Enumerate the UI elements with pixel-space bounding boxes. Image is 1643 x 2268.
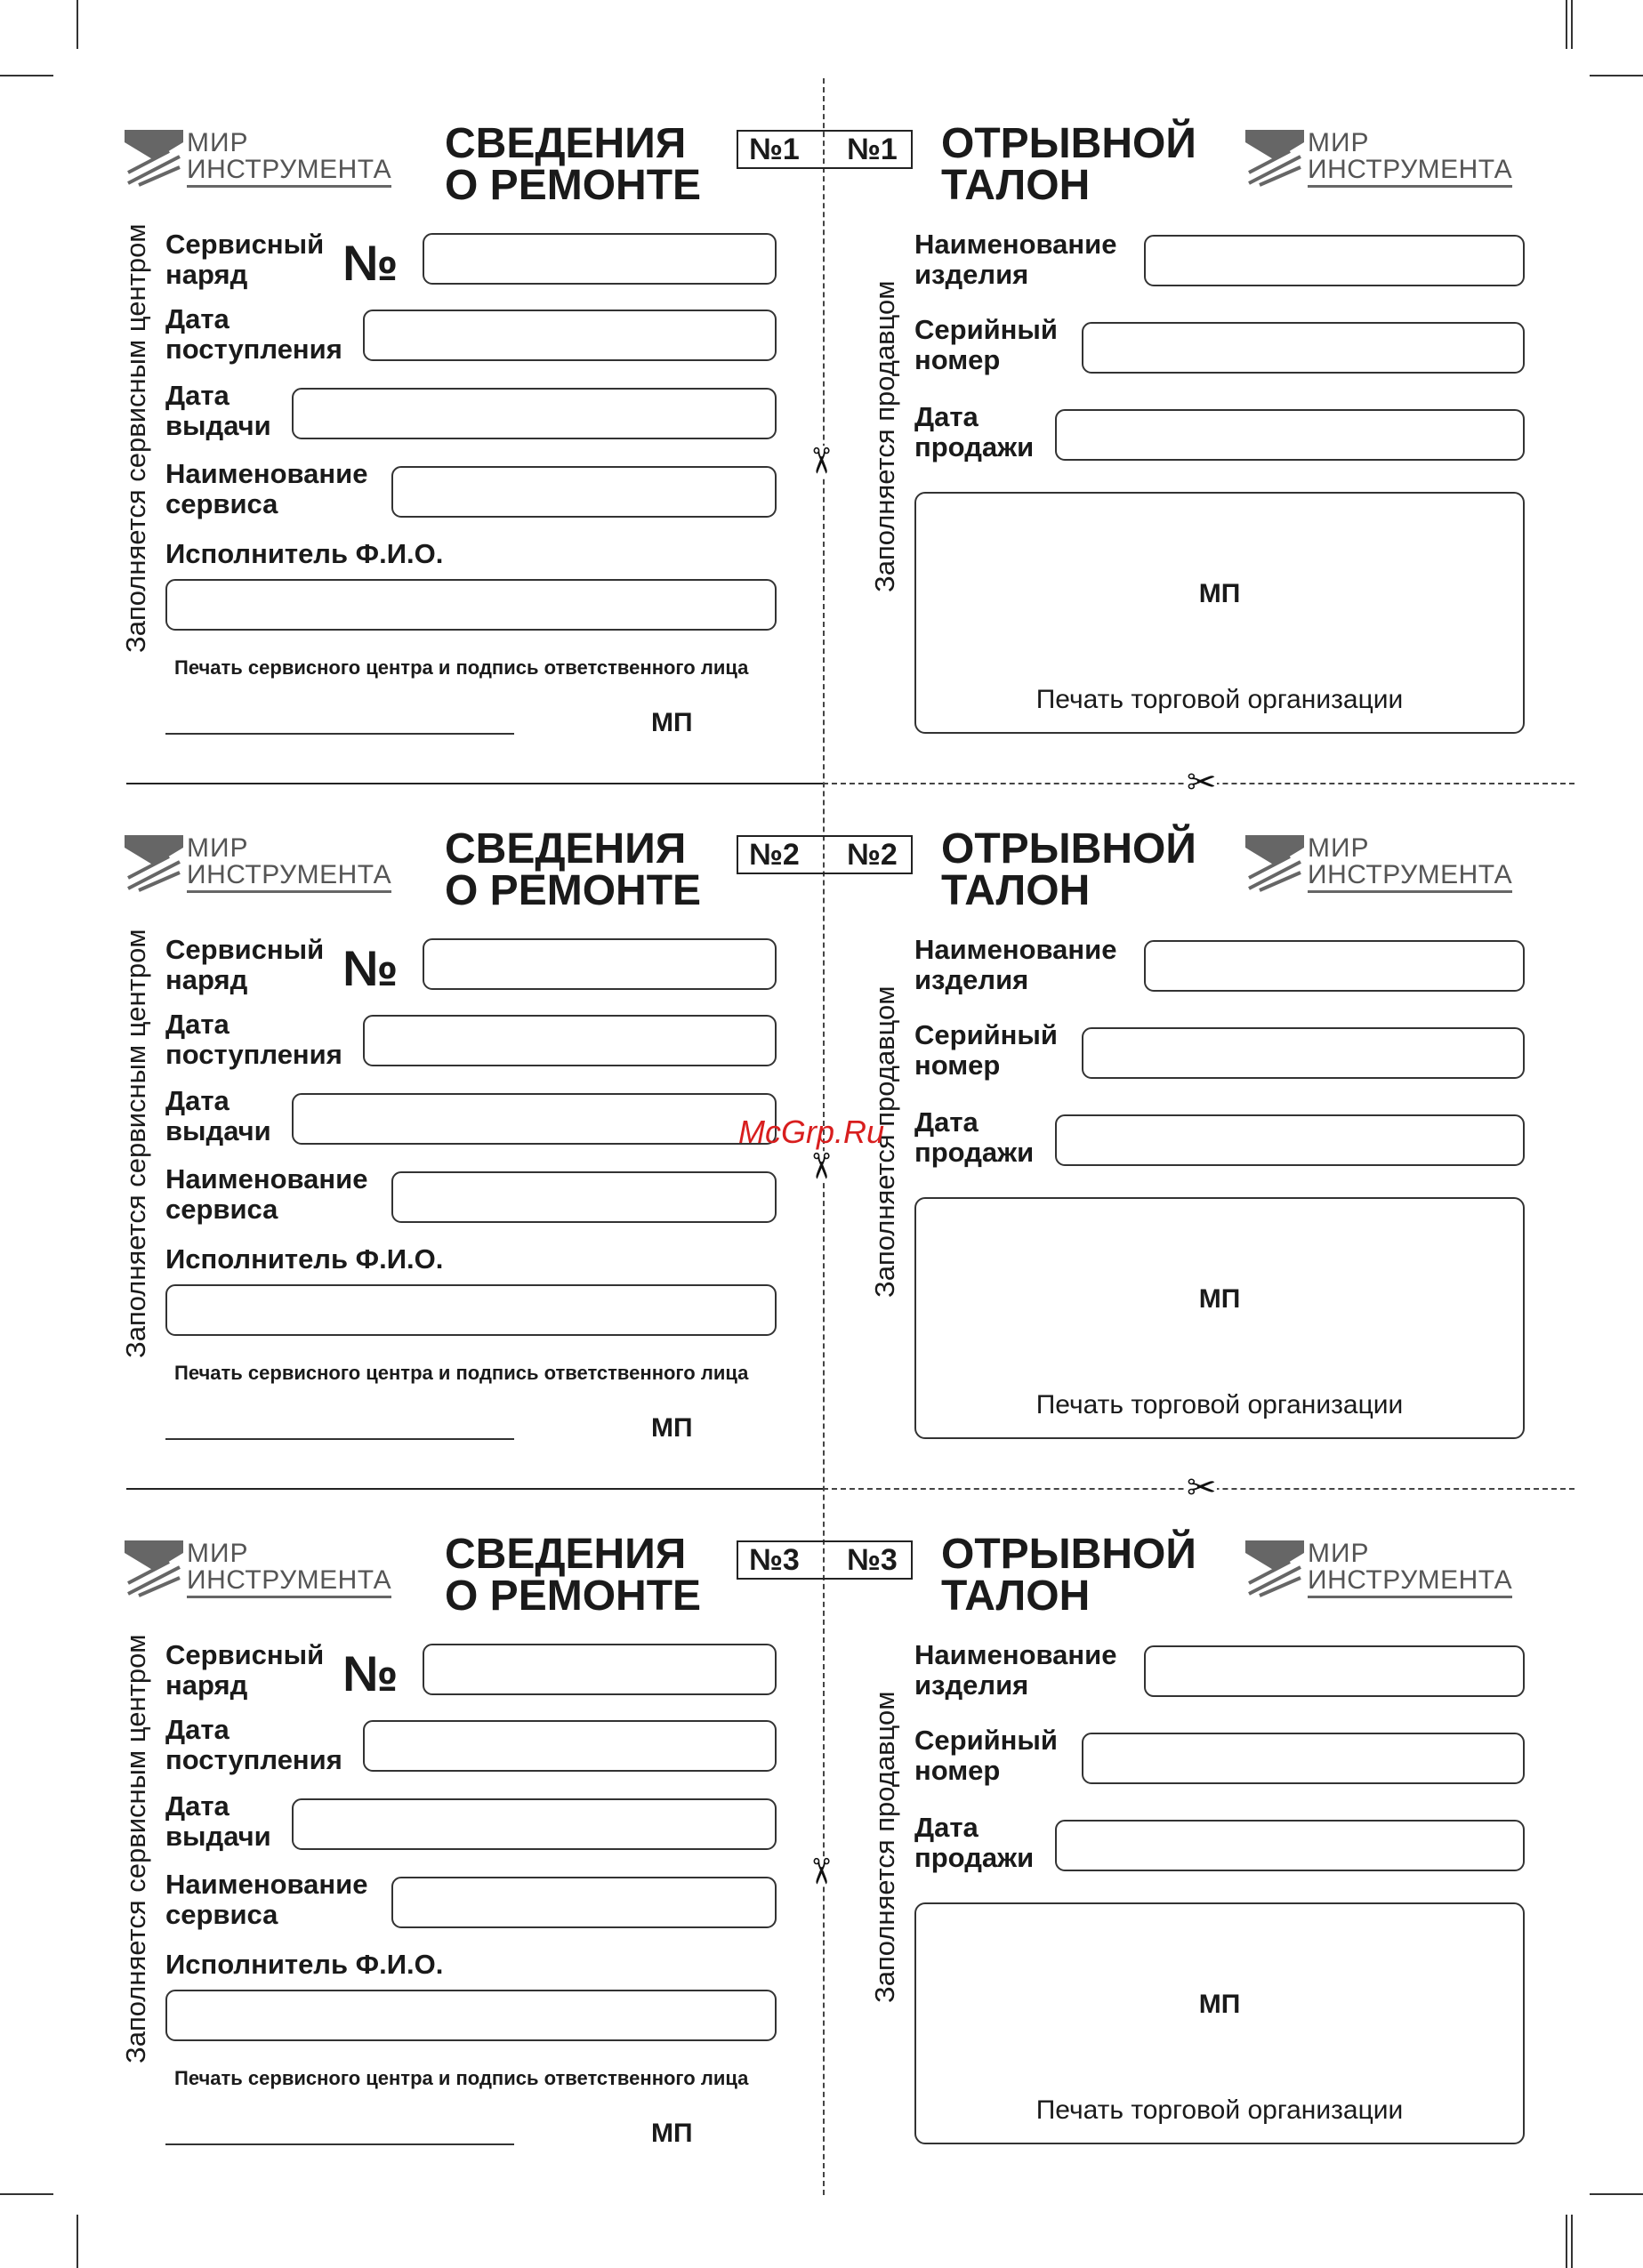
service-seal-note: Печать сервисного центра и подпись ответственного лица <box>174 656 749 679</box>
brand-logo <box>1245 1535 1530 1604</box>
coupon-number-left: №2 <box>749 838 800 872</box>
executor-field[interactable] <box>165 1990 777 2041</box>
brand-line-1: МИР <box>1308 1539 1370 1568</box>
brand-line-1: МИР <box>187 128 249 157</box>
service-name-field[interactable] <box>391 1877 777 1928</box>
issue-date-field[interactable] <box>292 1093 777 1145</box>
watermark: McGrp.Ru <box>738 1114 885 1150</box>
serial-number-label: Серийный номер <box>914 1019 1058 1081</box>
brand-mark-icon <box>125 835 183 894</box>
tearoff-title-line-1: ОТРЫВНОЙ <box>941 120 1196 167</box>
serial-number-field[interactable] <box>1082 1027 1525 1079</box>
service-order-field[interactable] <box>423 233 777 285</box>
coupon-3 <box>0 1489 1643 2192</box>
scissors-icon: ✂ <box>799 1151 841 1181</box>
sale-date-field[interactable] <box>1055 1820 1525 1871</box>
brand-mark-icon <box>1245 835 1304 894</box>
serial-number-label: Серийный номер <box>914 314 1058 375</box>
brand-logo <box>125 125 409 194</box>
service-stamp-place: МП <box>651 708 693 737</box>
seller-seal-box[interactable] <box>914 1197 1525 1439</box>
product-name-field[interactable] <box>1144 235 1525 286</box>
seller-stamp-place: МП <box>1198 1990 1241 2019</box>
service-name-label: Наименование сервиса <box>165 458 368 519</box>
seller-vertical-label: Заполняется продавцом <box>869 985 900 1298</box>
service-seal-note: Печать сервисного центра и подпись ответственного лица <box>174 1362 749 1384</box>
brand-line-2: ИНСТРУМЕНТА <box>1308 155 1512 188</box>
brand-line-1: МИР <box>187 1539 249 1568</box>
brand-mark-icon <box>125 1540 183 1599</box>
crop-mark <box>1590 2193 1643 2195</box>
coupon-number-box <box>737 835 913 874</box>
crop-mark <box>1566 0 1567 49</box>
crop-mark <box>0 2193 53 2195</box>
issue-date-label: Дата выдачи <box>165 380 271 441</box>
brand-line-2: ИНСТРУМЕНТА <box>1308 1565 1512 1598</box>
executor-label: Исполнитель Ф.И.О. <box>165 538 444 569</box>
product-name-field[interactable] <box>1144 940 1525 992</box>
service-order-label: Сервисный наряд <box>165 1639 325 1701</box>
signature-line[interactable] <box>165 2143 514 2145</box>
scissors-icon: ✂ <box>799 1856 841 1886</box>
scissors-icon: ✂ <box>1187 762 1217 803</box>
seller-seal-box[interactable] <box>914 492 1525 734</box>
service-seal-note: Печать сервисного центра и подпись ответственного лица <box>174 2067 749 2089</box>
coupon-number-right: №1 <box>847 133 898 166</box>
serial-number-field[interactable] <box>1082 1733 1525 1784</box>
brand-mark-icon <box>1245 130 1304 189</box>
service-center-vertical-label: Заполняется сервисным центром <box>120 223 151 653</box>
tearoff-title-line-2: ТАЛОН <box>941 1572 1091 1620</box>
product-name-label: Наименование изделия <box>914 934 1117 995</box>
brand-line-2: ИНСТРУМЕНТА <box>187 1565 391 1598</box>
seller-seal-box[interactable] <box>914 1902 1525 2144</box>
brand-logo <box>1245 830 1530 899</box>
executor-field[interactable] <box>165 1284 777 1336</box>
receipt-date-field[interactable] <box>363 1015 777 1066</box>
sale-date-label: Дата продажи <box>914 1812 1035 1873</box>
coupon-1 <box>0 78 1643 781</box>
scissors-icon: ✂ <box>799 446 841 476</box>
receipt-date-field[interactable] <box>363 310 777 361</box>
issue-date-field[interactable] <box>292 1798 777 1850</box>
crop-mark <box>1590 75 1643 76</box>
tearoff-title-line-1: ОТРЫВНОЙ <box>941 1531 1196 1578</box>
service-center-vertical-label: Заполняется сервисным центром <box>120 1634 151 2063</box>
service-name-label: Наименование сервиса <box>165 1163 368 1225</box>
product-name-label: Наименование изделия <box>914 1639 1117 1701</box>
seller-stamp-place: МП <box>1198 579 1241 608</box>
signature-line[interactable] <box>165 1438 514 1440</box>
seller-stamp-place: МП <box>1198 1284 1241 1314</box>
service-name-label: Наименование сервиса <box>165 1869 368 1930</box>
number-sign: № <box>342 235 399 291</box>
seller-vertical-label: Заполняется продавцом <box>869 280 900 592</box>
crop-mark <box>0 75 53 76</box>
repair-title-line-1: СВЕДЕНИЯ <box>445 1531 687 1578</box>
sale-date-label: Дата продажи <box>914 1106 1035 1168</box>
brand-mark-icon <box>125 130 183 189</box>
receipt-date-label: Дата поступления <box>165 1009 342 1070</box>
product-name-label: Наименование изделия <box>914 229 1117 290</box>
issue-date-field[interactable] <box>292 388 777 439</box>
sale-date-label: Дата продажи <box>914 401 1035 462</box>
number-sign: № <box>342 940 399 996</box>
executor-label: Исполнитель Ф.И.О. <box>165 1243 444 1275</box>
coupon-number-left: №1 <box>749 133 800 166</box>
brand-line-1: МИР <box>1308 833 1370 863</box>
crop-mark <box>77 2215 78 2268</box>
repair-title-line-1: СВЕДЕНИЯ <box>445 120 687 167</box>
issue-date-label: Дата выдачи <box>165 1790 271 1852</box>
brand-line-2: ИНСТРУМЕНТА <box>187 155 391 188</box>
repair-title-line-2: О РЕМОНТЕ <box>445 162 702 209</box>
coupon-number-left: №3 <box>749 1543 800 1577</box>
receipt-date-label: Дата поступления <box>165 303 342 365</box>
number-sign: № <box>342 1645 399 1701</box>
crop-mark <box>1571 0 1573 49</box>
coupon-number-box <box>737 130 913 169</box>
seller-seal-caption: Печать торговой организации <box>1035 685 1404 714</box>
receipt-date-field[interactable] <box>363 1720 777 1772</box>
issue-date-label: Дата выдачи <box>165 1085 271 1146</box>
brand-line-2: ИНСТРУМЕНТА <box>187 860 391 893</box>
service-stamp-place: МП <box>651 2119 693 2148</box>
sale-date-field[interactable] <box>1055 409 1525 461</box>
crop-mark <box>77 0 78 49</box>
product-name-field[interactable] <box>1144 1645 1525 1697</box>
repair-title-line-2: О РЕМОНТЕ <box>445 867 702 914</box>
coupon-number-right: №3 <box>847 1543 898 1577</box>
serial-number-field[interactable] <box>1082 322 1525 374</box>
service-center-vertical-label: Заполняется сервисным центром <box>120 929 151 1358</box>
repair-title-line-1: СВЕДЕНИЯ <box>445 825 687 873</box>
brand-logo <box>125 830 409 899</box>
receipt-date-label: Дата поступления <box>165 1714 342 1775</box>
repair-title-line-2: О РЕМОНТЕ <box>445 1572 702 1620</box>
brand-logo <box>1245 125 1530 194</box>
crop-mark <box>1571 2215 1573 2268</box>
tearoff-title-line-2: ТАЛОН <box>941 867 1091 914</box>
coupon-number-box <box>737 1540 913 1580</box>
service-order-label: Сервисный наряд <box>165 934 325 995</box>
brand-line-1: МИР <box>187 833 249 863</box>
service-order-label: Сервисный наряд <box>165 229 325 290</box>
seller-seal-caption: Печать торговой организации <box>1035 2095 1404 2125</box>
crop-mark <box>1566 2215 1567 2268</box>
service-name-field[interactable] <box>391 466 777 518</box>
tearoff-title-line-2: ТАЛОН <box>941 162 1091 209</box>
tearoff-title-line-1: ОТРЫВНОЙ <box>941 825 1196 873</box>
executor-field[interactable] <box>165 579 777 631</box>
scissors-icon: ✂ <box>1187 1468 1217 1508</box>
seller-seal-caption: Печать торговой организации <box>1035 1390 1404 1420</box>
executor-label: Исполнитель Ф.И.О. <box>165 1949 444 1980</box>
coupon-number-right: №2 <box>847 838 898 872</box>
seller-vertical-label: Заполняется продавцом <box>869 1691 900 2003</box>
brand-line-1: МИР <box>1308 128 1370 157</box>
signature-line[interactable] <box>165 733 514 735</box>
brand-mark-icon <box>1245 1540 1304 1599</box>
brand-logo <box>125 1535 409 1604</box>
service-order-field[interactable] <box>423 1644 777 1695</box>
service-stamp-place: МП <box>651 1413 693 1443</box>
service-name-field[interactable] <box>391 1171 777 1223</box>
serial-number-label: Серийный номер <box>914 1725 1058 1786</box>
sale-date-field[interactable] <box>1055 1114 1525 1166</box>
brand-line-2: ИНСТРУМЕНТА <box>1308 860 1512 893</box>
service-order-field[interactable] <box>423 938 777 990</box>
